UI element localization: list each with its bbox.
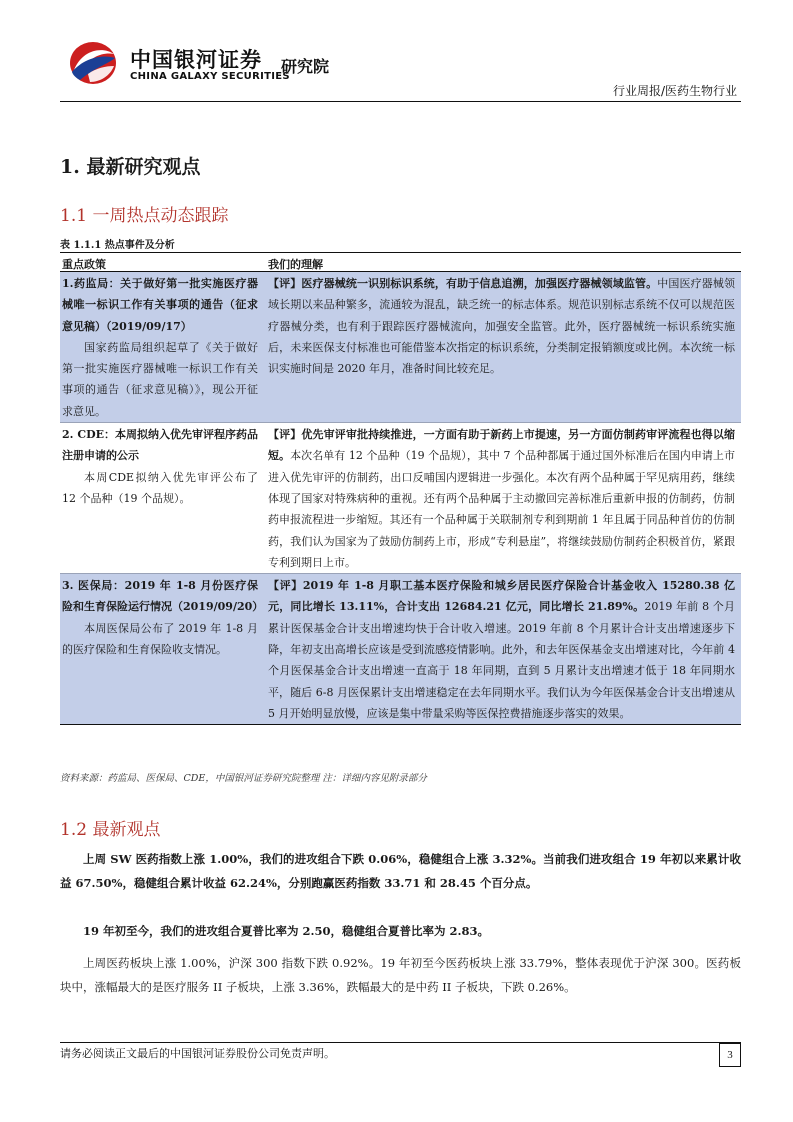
policy-cell — [60, 574, 262, 724]
comment-title: 【评】优先审评审批持续推进，一方面有助于新药上市提速，另一方面仿制药审评流程也得以缩短。 — [268, 428, 735, 463]
header-understanding: 我们的理解 — [268, 258, 323, 271]
table-header — [60, 253, 741, 272]
table-row — [60, 573, 741, 724]
comment-body: 本次名单有 12 个品种（19 个品规），其中 7 个品种都属于通过国外标准后在国内申请上市进入优先审评的仿制药，出口反哺国内逻辑进一步强化。本次有两个品种属于罕见病用药，继续体现了国家对特殊病种的重视。还有两个品种属于主动撤回完善标准后重新申报的仿制药，仿制药申报流程进一步缩短。其还有一个品种属于关联制剂专利到期前 1 年且属于同品种首仿的仿制药，我们认为国家为了鼓励仿制药上市，形成“专利悬崖”，将继续鼓励仿制药企积极首仿，紧跟专利到期日上市。 — [268, 449, 736, 569]
policy-title: 2. CDE：本周拟纳入优先审评程序药品注册申请的公示 — [62, 428, 258, 463]
table-row — [60, 272, 741, 422]
policy-title: 1.药监局：关于做好第一批实施医疗器械唯一标识工作有关事项的通告（征求意见稿）（2019/09/17） — [62, 277, 258, 333]
comment-title: 【评】医疗器械统一识别标识系统，有助于信息追溯，加强医疗器械领域监管。 — [268, 277, 658, 290]
paragraph-portfolio-returns: 上周 SW 医药指数上涨 1.00%，我们的进攻组合下跌 0.06%，稳健组合上涨 3.32%。当前我们进攻组合 19 年初以来累计收益 67.50%，稳健组合累计收益 62.24%，分别跑赢医药指数 33.71 和 28.45 个百分点。 — [60, 852, 741, 890]
hot-events-table — [60, 252, 741, 725]
header-divider — [60, 101, 741, 102]
policy-cell — [60, 423, 262, 573]
section-1-1-title: 1.1 一周热点动态跟踪 — [60, 206, 229, 226]
table-caption: 表 1.1.1 热点事件及分析 — [60, 240, 175, 251]
institute-label: 研究院 — [281, 57, 330, 76]
table-source-note: 资料来源：药监局、医保局、CDE，中国银河证券研究院整理 注：详细内容见附录部分 — [60, 773, 427, 784]
logo-chinese-name: 中国银河证券 — [130, 48, 262, 72]
footer-disclaimer: 请务必阅读正文最后的中国银河证券股份公司免责声明。 — [60, 1047, 335, 1060]
policy-desc: 本周医保局公布了 2019 年 1-8 月的医疗保险和生育保险收支情况。 — [62, 621, 258, 657]
policy-desc: 国家药监局组织起草了《关于做好第一批实施医疗器械唯一标识工作有关事项的通告（征求意见稿）》，现公开征求意见。 — [62, 340, 258, 418]
section-1-title: 1. 最新研究观点 — [60, 156, 201, 178]
comment-cell — [262, 272, 741, 422]
policy-title: 3. 医保局：2019 年 1-8 月份医疗保险和生育保险运行情况（2019/09/20） — [62, 579, 264, 614]
paragraph-sector-performance: 上周医药板块上涨 1.00%，沪深 300 指数下跌 0.92%。19 年初至今医药板块上涨 33.79%，整体表现优于沪深 300。医药板块中，涨幅最大的是医疗服务 II 子板块，上涨 3.36%，跌幅最大的是中药 II 子板块，下跌 0.26%。 — [60, 956, 741, 994]
paragraph-sharpe-ratio: 19 年初至今，我们的进攻组合夏普比率为 2.50，稳健组合夏普比率为 2.83。 — [83, 924, 490, 938]
logo-english-name: CHINA GALAXY SECURITIES — [130, 71, 290, 82]
table-row — [60, 422, 741, 573]
page-number: 3 — [719, 1043, 741, 1067]
galaxy-logo-icon — [68, 40, 118, 86]
report-category: 行业周报/医药生物行业 — [612, 84, 737, 98]
comment-body: 中国医疗器械领域长期以来品种繁多，流通较为混乱，缺乏统一的标志体系。规范识别标志系统不仅可以规范医疗器械分类，也有利于跟踪医疗器械流向，加强安全监管。此外，医疗器械统一标识系统实施后，未来医保支付标准也可能借鉴本次指定的标识系统，分类制定报销额度或比例。本次统一标识实施时间是 2020 年月，准备时间比较充足。 — [268, 277, 735, 376]
section-1-2-title: 1.2 最新观点 — [60, 820, 161, 840]
comment-cell — [262, 423, 741, 573]
comment-title: 【评】2019 年 1-8 月职工基本医疗保险和城乡居民医疗保险合计基金收入 15280.38 亿元，同比增长 13.11%，合计支出 12684.21 亿元，同比增长 21.89%。 — [268, 579, 735, 614]
comment-cell — [262, 574, 741, 724]
comment-body: 2019 年前 8 个月累计医保基金合计支出增速均快于合计收入增速。2019 年前 8 个月累计合计支出增速逐步下降，年初支出高增长应该是受到流感疫情影响。此外，和去年医保基金支出增速对比，今年前 4 个月医保基金合计支出增速一直高于 18 年同期，直到 5 月累计支出增速才低于 18 年同期水平，随后 6-8 月医保累计支出增速稳定在去年同期水平。我们认为今年医保基金合计支出增速从 5 月开始明显放慢，应该是集中带量采购等医保控费措施逐步落实的效果。 — [268, 600, 735, 720]
footer-divider — [60, 1042, 741, 1043]
policy-cell — [60, 272, 262, 422]
header-policy: 重点政策 — [62, 258, 106, 271]
policy-desc: 本周CDE拟纳入优先审评公布了 12 个品种（19 个品规）。 — [62, 470, 258, 505]
